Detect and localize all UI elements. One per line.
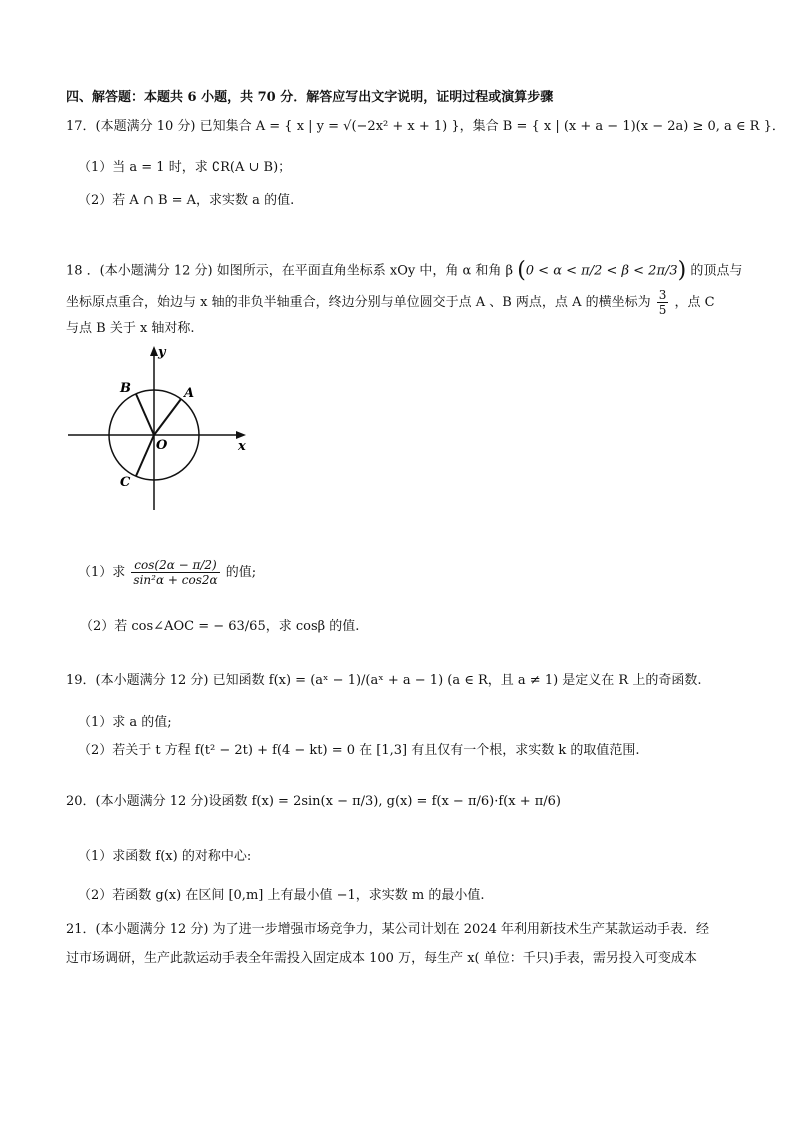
ray-oc	[136, 435, 154, 476]
q18-ax-fraction	[657, 288, 669, 317]
q18-part2: （2）若 cos∠AOC = − 63/65，求 cosβ 的值.	[80, 619, 360, 634]
q20-part2: （2）若函数 g(x) 在区间 [0,m] 上有最小值 −1，求实数 m 的最小值.	[78, 888, 485, 903]
q18-ax-den: 5	[658, 303, 667, 317]
unit-circle-figure	[64, 340, 254, 520]
label-b: B	[120, 381, 131, 396]
q18-stem-c: 坐标原点重合，始边与 x 轴的非负半轴重合，终边分别与单位圆交于点 A 、B 两点，点 A 的横坐标为	[66, 295, 651, 310]
q21-line1: 21．(本小题满分 12 分) 为了进一步增强市场竞争力，某公司计划在 2024 年利用新技术生产某款运动手表．经	[66, 922, 709, 937]
q19-stem: 19．(本小题满分 12 分) 已知函数 f(x) = (aˣ − 1)/(aˣ + a − 1) (a ∈ R，且 a ≠ 1) 是定义在 R 上的奇函数.	[66, 673, 702, 688]
label-c: C	[120, 475, 131, 490]
label-y: y	[158, 345, 166, 360]
x-axis-arrow-icon	[236, 431, 246, 439]
q18-stem-b: 的顶点与	[690, 263, 743, 279]
q21-line2: 过市场调研，生产此款运动手表全年需投入固定成本 100 万，每生产 x( 单位：千只)手表，需另投入可变成本	[66, 951, 697, 966]
q18-part1-fraction	[131, 558, 219, 587]
q19-part2: （2）若关于 t 方程 f(t² − 2t) + f(4 − kt) = 0 在 [1,3] 有且仅有一个根，求实数 k 的取值范围.	[78, 743, 640, 758]
q18-stem-a: 18 ．(本小题满分 12 分) 如图所示，在平面直角坐标系 xOy 中，角 α 和角 β	[66, 263, 514, 279]
q18-part1-pre: （1）求	[78, 565, 126, 580]
q19-part1: （1）求 a 的值;	[78, 715, 172, 730]
ray-ob	[136, 394, 154, 435]
q17-stem: 17．(本题满分 10 分) 已知集合 A = { x | y = √(−2x² + x + 1) }，集合 B = { x | (x + a − 1)(x − 2a) ≥ 0, a ∈ R }．	[66, 119, 785, 134]
q17-part2: （2）若 A ∩ B = A，求实数 a 的值.	[78, 193, 295, 208]
q18-condition: 0 < α < π/2 < β < 2π/3	[525, 263, 678, 279]
q18-stem-d: ，点 C	[674, 295, 715, 310]
y-axis-arrow-icon	[150, 346, 158, 356]
section-header: 四、解答题：本题共 6 小题，共 70 分．解答应写出文字说明，证明过程或演算步骤	[66, 90, 554, 105]
q18-stem-line2	[66, 288, 715, 317]
q17-part1: （1）当 a = 1 时，求 ∁R(A ∪ B)；	[78, 160, 292, 175]
q18-part1-num: cos(2α − π/2)	[131, 558, 219, 573]
label-o: O	[156, 438, 168, 453]
label-a: A	[184, 386, 195, 401]
q18-part1	[78, 558, 256, 587]
q18-part1-den: sin²α + cos2α	[133, 573, 218, 587]
label-x: x	[238, 439, 246, 454]
q18-ax-num: 3	[658, 288, 667, 302]
q20-part1: （1）求函数 f(x) 的对称中心:	[78, 849, 252, 864]
q18-part1-post: 的值;	[225, 565, 257, 580]
ray-oa	[154, 399, 181, 435]
q18-stem-e: 与点 B 关于 x 轴对称.	[66, 321, 195, 336]
q20-stem: 20．(本小题满分 12 分)设函数 f(x) = 2sin(x − π/3), g(x) = f(x − π/6)·f(x + π/6)	[66, 794, 561, 809]
q18-stem-line1: 18 ．(本小题满分 12 分) 如图所示，在平面直角坐标系 xOy 中，角 α 和角 β (0 < α < π/2 < β < 2π/3) 的顶点与	[66, 258, 743, 283]
